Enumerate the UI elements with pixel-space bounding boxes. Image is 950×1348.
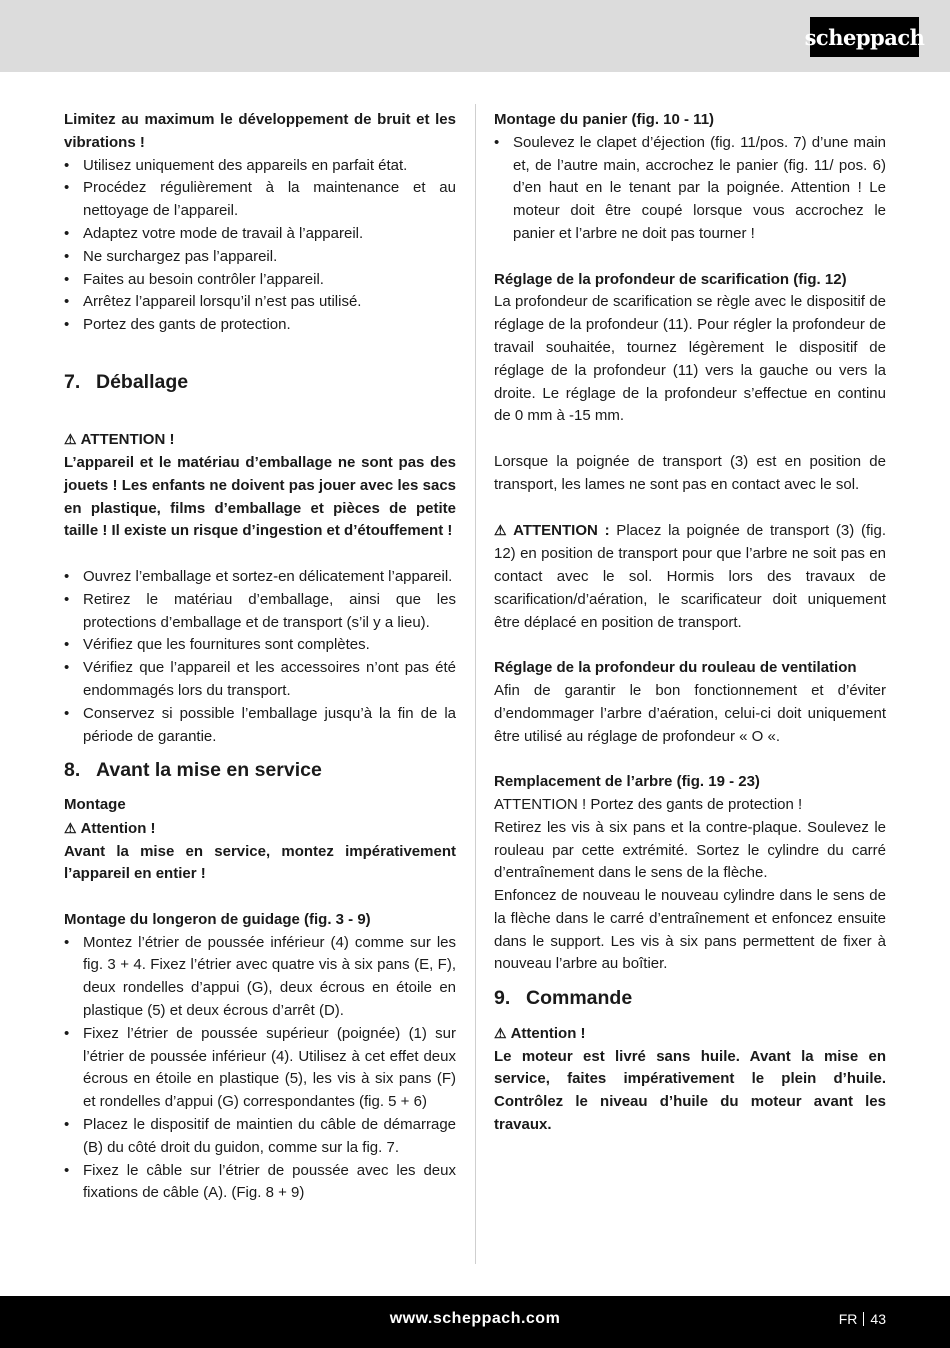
longeron-list	[64, 932, 456, 1206]
noise-heading: Limitez au maximum le développement de bruit et les vibrations !	[64, 111, 456, 151]
attention-label: ⚠ ATTENTION !	[64, 431, 175, 449]
montage-heading: Montage	[64, 795, 126, 813]
arbre-text-1: Retirez les vis à six pans et la contre-plaque. Soulevez le rouleau par cette extrémité. Sortez le cylindre du carré d’entraînement dans le sens de la flèche.	[494, 818, 886, 882]
attention-label: ⚠ Attention !	[64, 819, 156, 837]
oil-warning: Le moteur est livré sans huile. Avant la mise en service, faites impérativement le plein d’huile. Contrôlez le niveau d’huile du moteur avant les travaux.	[494, 1047, 886, 1134]
arbre-heading: Remplacement de l’arbre (fig. 19 - 23)	[494, 773, 760, 791]
rouleau-text: Afin de garantir le bon fonctionnement et d’éviter d’endommager l’arbre d’aération, celui-ci doit uniquement être utilisé au réglage de profondeur « O «.	[494, 681, 886, 745]
page-footer	[0, 1296, 950, 1348]
longeron-heading: Montage du longeron de guidage (fig. 3 - 9)	[64, 910, 371, 928]
section-7-heading: 7. Déballage	[64, 370, 189, 393]
right-column	[494, 109, 886, 1137]
panier-list	[494, 132, 886, 246]
page-info	[839, 1311, 886, 1327]
scheppach-logo: scheppach	[810, 17, 919, 57]
language-code: FR	[838, 1311, 858, 1327]
list-item: • Retirez le matériau d’emballage, ainsi que les protections d’emballage et de transport (s’il y a lieu).	[64, 590, 456, 631]
warning-icon: ⚠	[64, 819, 77, 836]
list-item: • Portez des gants de protection.	[64, 316, 291, 334]
list-item: • Procédez régulièrement à la maintenance et au nettoyage de l’appareil.	[64, 179, 456, 220]
list-item: • Faites au besoin contrôler l’appareil.	[64, 270, 324, 288]
noise-list	[64, 155, 456, 337]
list-item: • Ouvrez l’emballage et sortez-en délicatement l’appareil.	[64, 567, 453, 585]
column-divider	[475, 104, 476, 1264]
scarification-heading: Réglage de la profondeur de scarification (fig. 12)	[494, 270, 847, 288]
transport-attention: ⚠ ATTENTION : Placez la poignée de transport (3) (fig. 12) en position de transport pour que l’arbre ne soit pas en contact avec le sol. Hormis lors des travaux de scarification/d’aération, le scarificateur doit uniquement être déplacé en position de transport.	[494, 522, 886, 631]
warning-icon: ⚠	[64, 431, 77, 448]
list-item: • Adaptez votre mode de travail à l’appareil.	[64, 224, 364, 242]
page-header	[0, 0, 950, 72]
montage-warning: Avant la mise en service, montez impérativement l’appareil en entier !	[64, 842, 456, 883]
section-9-heading: 9. Commande	[494, 987, 633, 1010]
website-link[interactable]: www.scheppach.com	[389, 1310, 561, 1327]
list-item: • Soulevez le clapet d’éjection (fig. 11/pos. 7) d’une main et, de l’autre main, accrochez le panier (fig. 11/ pos. 6) d’en haut en le tenant par la poignée. Attention ! Le moteur doit être coupé lorsque vous accrochez le panier et l’arbre ne doit pas tourner !	[494, 133, 886, 242]
list-item: • Fixez le câble sur l’étrier de poussée avec les deux fixations de câble (A). (Fig. 8 + 9)	[64, 1161, 456, 1202]
warning-icon: ⚠	[494, 522, 510, 539]
attention-label: ⚠ Attention !	[494, 1024, 586, 1042]
list-item: • Vérifiez que l’appareil et les accessoires n’ont pas été endommagés lors du transport.	[64, 659, 456, 699]
list-item: • Montez l’étrier de poussée inférieur (4) comme sur les fig. 3 + 4. Fixez l’étrier avec quatre vis à six pans (E, F), deux rondelles d’appui (G), deux écrous en étoile en plastique (5) et deux écrous d’arrêt (D).	[64, 933, 456, 1020]
warning-icon: ⚠	[494, 1024, 507, 1041]
list-item: • Utilisez uniquement des appareils en parfait état.	[64, 156, 408, 174]
arbre-attention: ATTENTION ! Portez des gants de protection !	[494, 795, 803, 813]
list-item: • Arrêtez l’appareil lorsqu’il n’est pas utilisé.	[64, 293, 362, 311]
section-8-heading: 8. Avant la mise en service	[64, 759, 322, 782]
transport-text: Lorsque la poignée de transport (3) est en position de transport, les lames ne sont pas en contact avec le sol.	[494, 452, 886, 493]
list-item: • Ne surchargez pas l’appareil.	[64, 247, 278, 265]
list-item: • Placez le dispositif de maintien du câble de démarrage (B) du côté droit du guidon, comme sur la fig. 7.	[64, 1116, 456, 1156]
unpacking-list	[64, 566, 456, 748]
arbre-text-2: Enfoncez de nouveau le nouveau cylindre dans le sens de la flèche dans le carré d’entraînement et enfoncez ensuite dans le support. Les vis à six pans permettent de fixer à nouveau l’arbre au boîtier.	[494, 887, 886, 973]
scarification-text: La profondeur de scarification se règle avec le dispositif de réglage de la profondeur (11). Pour régler la profondeur de travail souhaitée, tournez légèrement le dispositif de réglage de la profondeur (11) vers la gauche ou vers la droite. Le réglage de la profondeur s’effectue en continu de 0 mm à -15 mm.	[494, 293, 886, 425]
list-item: • Fixez l’étrier de poussée supérieur (poignée) (1) sur l’étrier de poussée inférieur (4). Utilisez à cet effet deux écrous en étoile en plastique (5), les vis à six pans (F) et rondelles d’appui (G) correspondantes (fig. 5 + 6)	[64, 1024, 456, 1111]
list-item: • Vérifiez que les fournitures sont complètes.	[64, 636, 370, 654]
rouleau-heading: Réglage de la profondeur du rouleau de ventilation	[494, 659, 857, 677]
packaging-warning: L’appareil et le matériau d’emballage ne sont pas des jouets ! Les enfants ne doivent pas jouer avec les sacs en plastique, films d’emballage et pièces de petite taille ! Il existe un risque d’ingestion et d’étouffement !	[64, 453, 456, 540]
list-item: • Conservez si possible l’emballage jusqu’à la fin de la période de garantie.	[64, 704, 456, 745]
panier-heading: Montage du panier (fig. 10 - 11)	[494, 111, 715, 128]
page-number: 43	[870, 1311, 886, 1327]
left-column	[64, 109, 456, 1205]
